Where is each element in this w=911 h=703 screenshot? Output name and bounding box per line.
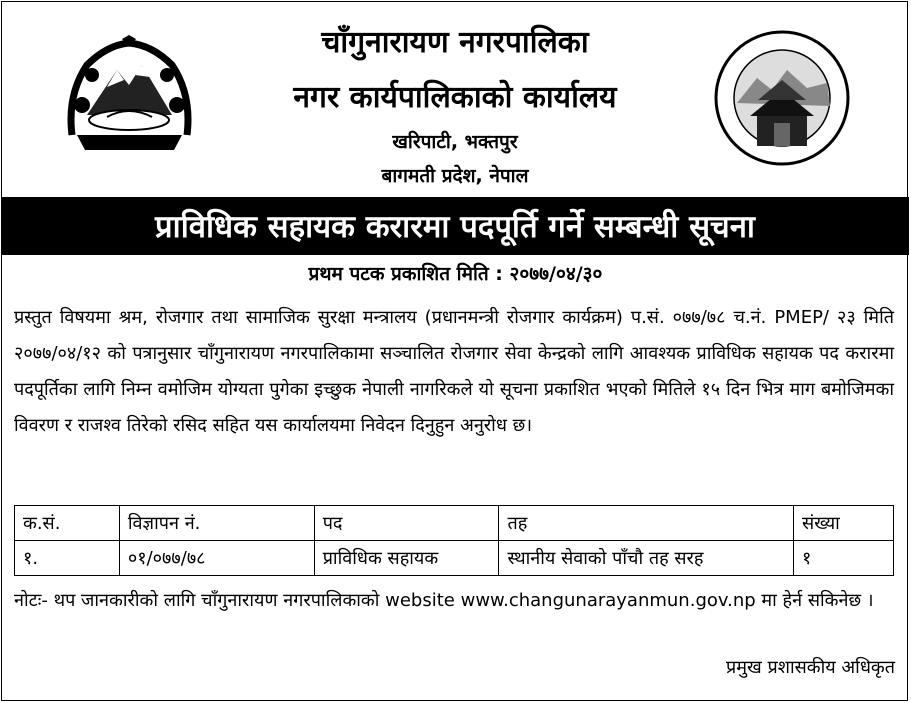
cell-serial: १. bbox=[15, 541, 120, 576]
org-name: चाँगुनारायण नगरपालिका bbox=[321, 25, 589, 60]
municipality-seal-icon bbox=[712, 28, 852, 168]
published-date: प्रथम पटक प्रकाशित मिति : २०७७/०४/३० bbox=[308, 263, 603, 285]
col-level: तह bbox=[499, 506, 794, 541]
col-post: पद bbox=[314, 506, 499, 541]
nepal-emblem-icon bbox=[62, 35, 197, 155]
office-name: नगर कार्यपालिकाको कार्यालय bbox=[293, 80, 617, 115]
col-count: संख्या bbox=[794, 506, 894, 541]
cell-level: स्थानीय सेवाको पाँचौ तह सरह bbox=[499, 541, 794, 576]
letterhead bbox=[0, 0, 911, 196]
signature-title: प्रमुख प्रशासकीय अधिकृत bbox=[726, 657, 895, 678]
col-serial: क.सं. bbox=[15, 506, 120, 541]
cell-ad-number: ०१/०७७/७८ bbox=[119, 541, 314, 576]
cell-count: १ bbox=[794, 541, 894, 576]
table-row bbox=[15, 541, 894, 576]
notice-body: प्रस्तुत विषयमा श्रम, रोजगार तथा सामाजिक सुरक्षा मन्त्रालय (प्रधानमन्त्री रोजगार कार्यक्रम) प.सं. ०७७/७८ च.नं. PMEP/ २३ मिति २०७७/०४/१२ को पत्रानुसार चाँगुनारायण नगरपालिकामा सञ्चालित रोजगार सेवा केन्द्रको लागि आवश्यक प्राविधिक सहायक पद करारमा पदपूर्तिका लागि निम्न वमोजिम योग्यता पुगेका इच्छुक नेपाली नागरिकले यो सूचना प्रकाशित भएको मितिले १५ दिन भित्र माग बमोजिमका विवरण र राजश्व तिरेको रसिद सहित यस कार्यालयमा निवेदन दिनुहुन अनुरोध छ। bbox=[14, 307, 895, 436]
cell-post: प्राविधिक सहायक bbox=[314, 541, 499, 576]
notice-title: प्राविधिक सहायक करारमा पदपूर्ति गर्ने सम्बन्धी सूचना bbox=[1, 197, 909, 255]
vacancy-table bbox=[14, 505, 894, 576]
table-header-row bbox=[15, 506, 894, 541]
note-text: नोटः- थप जानकारीको लागि चाँगुनारायण नगरपालिकाको website www.changunarayanmun.gov.np मा हेर्न सकिनेछ । bbox=[14, 590, 874, 611]
col-ad-number: विज्ञापन नं. bbox=[119, 506, 314, 541]
address-line-1: खरिपाटी, भक्तपुर bbox=[392, 131, 518, 153]
address-line-2: बागमती प्रदेश, नेपाल bbox=[381, 165, 529, 187]
